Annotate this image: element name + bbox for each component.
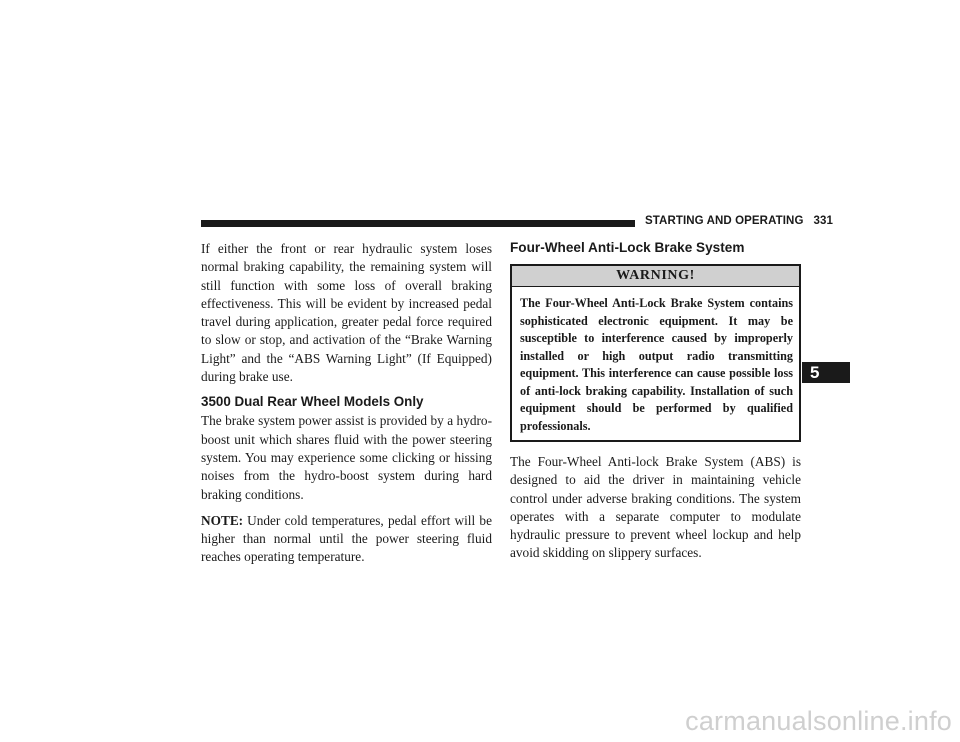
warning-text: The Four-Wheel Anti-Lock Brake System contains sophisticated electronic equipment. It may be susceptible to interference caused by improperly installed or high output radio transmitting equipment. This interference can cause possible loss of anti-lock braking capability. Installation of such equipment should be performed by qualified professionals. — [520, 296, 793, 433]
warning-box — [510, 264, 801, 442]
note-text: Under cold temperatures, pedal effort will be higher than normal until the power steering fluid reaches operating temperature. — [201, 512, 492, 565]
right-column — [510, 240, 801, 571]
section-title: STARTING AND OPERATING — [645, 215, 804, 227]
paragraph-hydraulic-failure: If either the front or rear hydraulic system loses normal braking capability, the remaining system will still function with some loss of overall braking effectiveness. This will be evident by increased pedal travel during application, greater pedal force required to slow or stop, and activation of the “Brake Warning Light” and the “ABS Warning Light” (If Equipped) during brake use. — [201, 241, 492, 385]
note-label: NOTE: — [201, 512, 244, 528]
warning-title: WARNING! — [512, 266, 799, 287]
left-column — [201, 240, 492, 575]
watermark: carmanualsonline.info — [685, 706, 952, 736]
header-rule — [201, 220, 635, 227]
section-heading-abs: Four-Wheel Anti-Lock Brake System — [510, 240, 745, 255]
subheading-dual-rear-wheel: 3500 Dual Rear Wheel Models Only — [201, 394, 424, 410]
paragraph-abs-description: The Four-Wheel Anti-lock Brake System (ABS) is designed to aid the driver in maintaining vehicle control under adverse braking conditions. The system operates with a separate computer to modulate hydraulic pressure to prevent wheel lockup and help avoid skidding on slippery surfaces. — [510, 454, 801, 561]
note-paragraph — [201, 512, 492, 567]
paragraph-hydro-boost: The brake system power assist is provided by a hydro-boost unit which shares fluid with the power steering system. You may experience some clicking or hissing noises from the hydro-boost system during hard braking conditions. — [201, 413, 492, 502]
running-header — [645, 215, 833, 227]
chapter-tab: 5 — [802, 362, 850, 383]
page-number: 331 — [813, 215, 834, 227]
